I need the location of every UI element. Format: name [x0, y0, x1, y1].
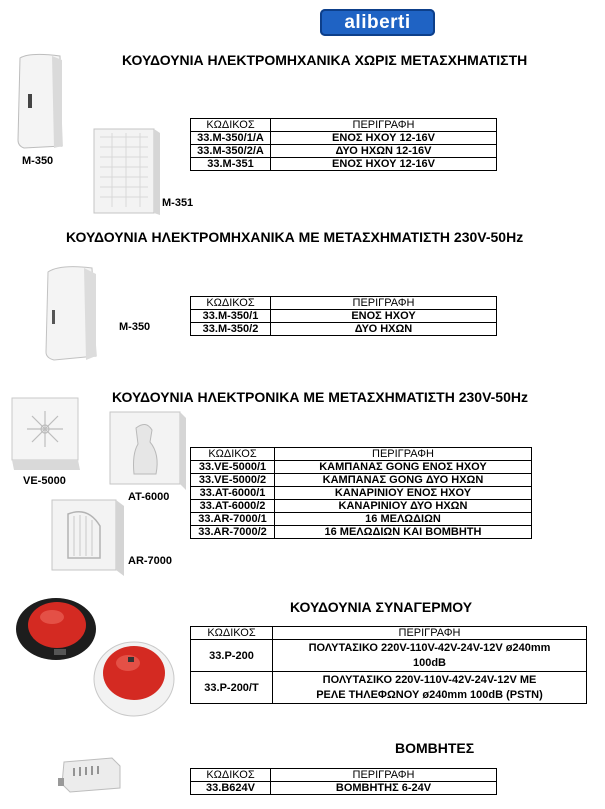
- header-code: ΚΩΔΙΚΟΣ: [191, 769, 271, 782]
- row-description-line: 100dB: [412, 656, 447, 669]
- product-label-ve5000: VE-5000: [23, 475, 66, 487]
- row-code: 33.P-200/T: [191, 672, 273, 704]
- product-label-m351: M-351: [162, 197, 194, 209]
- row-description-line: ΠΟΛΥΤΑΣΙΚΟ 220V-110V-42V-24V-12V ΜΕ: [322, 673, 537, 686]
- buzzer-image: [58, 754, 124, 796]
- alarm-bell-white-image: [92, 637, 178, 721]
- table-row: [191, 500, 532, 513]
- section-4-title: ΚΟΥΔΟΥΝΙΑ ΣΥΝΑΓΕΡΜΟΥ: [290, 599, 473, 615]
- table-row: [191, 672, 587, 704]
- row-code: 33.P-200: [191, 640, 273, 672]
- table-row: [191, 145, 497, 158]
- row-description-line: ΠΟΛΥΤΑΣΙΚΟ 220V-110V-42V-24V-12V ø240mm: [308, 641, 551, 654]
- table-row: [191, 461, 532, 474]
- row-description-line: ΡΕΛΕ ΤΗΛΕΦΩΝΟΥ ø240mm 100dB (PSTN): [316, 688, 543, 701]
- product-label-ar7000: AR-7000: [128, 555, 173, 567]
- row-code: 33.AT-6000/2: [191, 500, 275, 513]
- header-description: ΠΕΡΙΓΡΑΦΗ: [275, 448, 532, 461]
- header-description: ΠΕΡΙΓΡΑΦΗ: [271, 297, 497, 310]
- product-image-ve5000: [10, 396, 82, 474]
- row-code: 33.M-350/2: [191, 323, 271, 336]
- table-row: [191, 323, 497, 336]
- table-header-row: [191, 297, 497, 310]
- header-description: ΠΕΡΙΓΡΑΦΗ: [273, 627, 587, 640]
- row-description: [273, 640, 587, 672]
- product-image-ar7000: [48, 496, 126, 578]
- row-description: 16 ΜΕΛΩΔΙΩΝ ΚΑΙ ΒΟΜΒΗΤΗ: [275, 526, 532, 539]
- header-code: ΚΩΔΙΚΟΣ: [191, 119, 271, 132]
- row-code: 33.B624V: [191, 782, 271, 795]
- row-code: 33.AR-7000/2: [191, 526, 275, 539]
- table-row: [191, 310, 497, 323]
- row-code: 33.AR-7000/1: [191, 513, 275, 526]
- row-code: 33.M-351: [191, 158, 271, 171]
- product-label-m350-transformer: M-350: [119, 321, 151, 333]
- row-description: ΚΑΜΠΑΝΑΣ GONG ΔΥΟ ΗΧΩΝ: [275, 474, 532, 487]
- row-code: 33.VE-5000/2: [191, 474, 275, 487]
- table-header-row: [191, 119, 497, 132]
- row-code: 33.AT-6000/1: [191, 487, 275, 500]
- section-1-title: ΚΟΥΔΟΥΝΙΑ ΗΛΕΚΤΡΟΜΗΧΑΝΙΚΑ ΧΩΡΙΣ ΜΕΤΑΣΧΗΜΑΤΙΣΤΗ: [122, 52, 528, 68]
- table-row: [191, 474, 532, 487]
- row-description: ΚΑΝΑΡΙΝΙΟΥ ΕΝΟΣ ΗΧΟΥ: [275, 487, 532, 500]
- section-1-table: [190, 118, 497, 171]
- product-label-m350: M-350: [22, 155, 54, 167]
- section-2-table: [190, 296, 497, 336]
- section-2-title: ΚΟΥΔΟΥΝΙΑ ΗΛΕΚΤΡΟΜΗΧΑΝΙΚΑ ΜΕ ΜΕΤΑΣΧΗΜΑΤΙΣΤΗ 230V-50Hz: [66, 229, 524, 245]
- row-description: ΔΥΟ ΗΧΩΝ 12-16V: [271, 145, 497, 158]
- product-label-at6000: AT-6000: [128, 491, 170, 503]
- section-3-title: ΚΟΥΔΟΥΝΙΑ ΗΛΕΚΤΡΟΝΙΚΑ ΜΕ ΜΕΤΑΣΧΗΜΑΤΙΣΤΗ 230V-50Hz: [112, 389, 528, 405]
- product-image-m351: [90, 125, 162, 217]
- table-row: [191, 526, 532, 539]
- section-3-table: [190, 447, 532, 539]
- brand-logo: aliberti: [320, 9, 435, 36]
- table-row: [191, 640, 587, 672]
- section-5-table: [190, 768, 497, 795]
- row-description: 16 ΜΕΛΩΔΙΩΝ: [275, 513, 532, 526]
- row-description: ΒΟΜΒΗΤΗΣ 6-24V: [271, 782, 497, 795]
- header-code: ΚΩΔΙΚΟΣ: [191, 297, 271, 310]
- header-code: ΚΩΔΙΚΟΣ: [191, 448, 275, 461]
- row-code: 33.M-350/1: [191, 310, 271, 323]
- table-row: [191, 158, 497, 171]
- row-code: 33.VE-5000/1: [191, 461, 275, 474]
- table-header-row: [191, 627, 587, 640]
- product-image-m350: [10, 50, 70, 150]
- alarm-bell-black-image: [14, 595, 100, 667]
- product-image-m350-transformer: [40, 262, 106, 362]
- table-row: [191, 782, 497, 795]
- table-row: [191, 513, 532, 526]
- header-description: ΠΕΡΙΓΡΑΦΗ: [271, 119, 497, 132]
- section-4-table: [190, 626, 587, 704]
- row-description: ΕΝΟΣ ΗΧΟΥ: [271, 310, 497, 323]
- table-row: [191, 132, 497, 145]
- table-header-row: [191, 448, 532, 461]
- row-description: [273, 672, 587, 704]
- header-code: ΚΩΔΙΚΟΣ: [191, 627, 273, 640]
- row-description: ΔΥΟ ΗΧΩΝ: [271, 323, 497, 336]
- row-description: ΕΝΟΣ ΗΧΟΥ 12-16V: [271, 158, 497, 171]
- row-code: 33.M-350/2/A: [191, 145, 271, 158]
- table-row: [191, 487, 532, 500]
- section-5-title: ΒΟΜΒΗΤΕΣ: [395, 740, 475, 756]
- row-code: 33.M-350/1/A: [191, 132, 271, 145]
- product-image-at6000: [106, 408, 188, 492]
- row-description: ΕΝΟΣ ΗΧΟΥ 12-16V: [271, 132, 497, 145]
- row-description: ΚΑΝΑΡΙΝΙΟΥ ΔΥΟ ΗΧΩΝ: [275, 500, 532, 513]
- table-header-row: [191, 769, 497, 782]
- row-description: ΚΑΜΠΑΝΑΣ GONG ΕΝΟΣ ΗΧΟΥ: [275, 461, 532, 474]
- header-description: ΠΕΡΙΓΡΑΦΗ: [271, 769, 497, 782]
